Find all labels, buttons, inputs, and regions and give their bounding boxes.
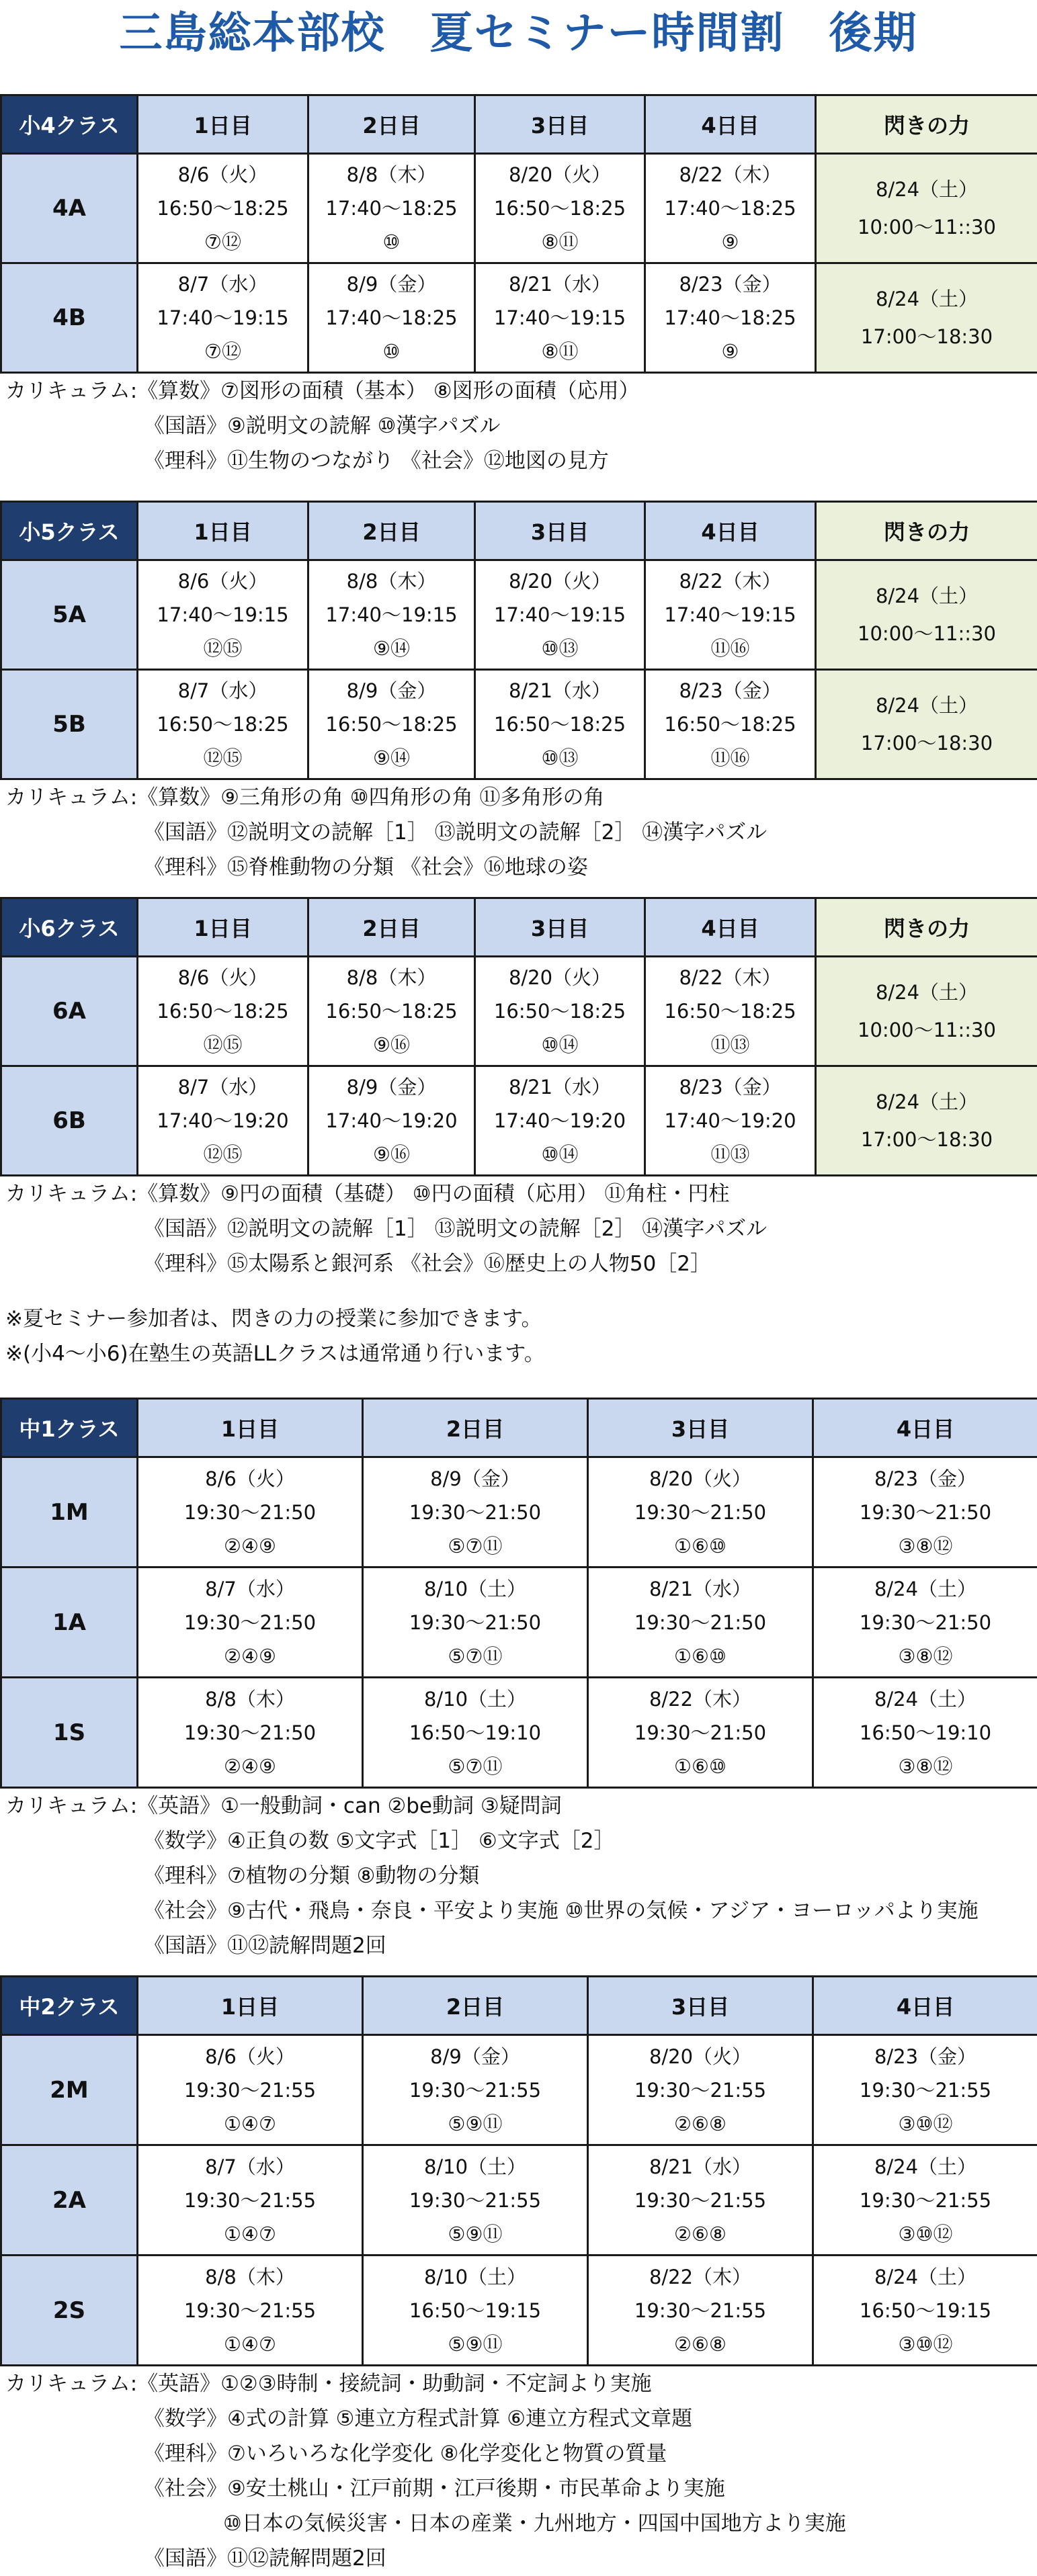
class-group-header: 中1クラス [1,1399,138,1457]
day-header: 2日目 [308,898,475,957]
class-name: 5B [1,670,138,779]
table-row [1,1457,1037,1568]
day-header: 1日目 [138,502,308,560]
schedule-cell: 8/21（水） 16:50～18:25 ⑩⑬ [475,670,645,779]
class-name: 1S [1,1678,138,1788]
schedule-cell: 8/24（土） 16:50～19:15 ③⑩⑫ [813,2256,1037,2366]
schedule-cell: 8/6（火） 16:50～18:25 ⑦⑫ [138,154,308,263]
day-header: 4日目 [813,1399,1037,1457]
schedule-cell: 8/22（木） 19:30～21:50 ①⑥⑩ [588,1678,813,1788]
schedule-cell: 8/9（金） 16:50～18:25 ⑨⑭ [308,670,475,779]
chu1-table [0,1398,1037,1789]
class-name: 4A [1,154,138,263]
chu2-section [0,1975,1037,2576]
schedule-cell: 8/8（木） 17:40～18:25 ⑩ [308,154,475,263]
day-header: 3日目 [588,1399,813,1457]
day-header: 1日目 [138,95,308,154]
class-name: 2S [1,2256,138,2366]
class-name: 5A [1,560,138,670]
schedule-cell: 8/20（火） 19:30～21:55 ②⑥⑧ [588,2035,813,2145]
schedule-cell: 8/22（木） 19:30～21:55 ②⑥⑧ [588,2256,813,2366]
schedule-cell: 8/23（金） 19:30～21:50 ③⑧⑫ [813,1457,1037,1568]
schedule-cell: 8/9（金） 17:40～19:20 ⑨⑯ [308,1066,475,1176]
day-header: 1日目 [138,1399,363,1457]
schedule-cell: 8/6（火） 19:30～21:50 ②④⑨ [138,1457,363,1568]
day-header: 4日目 [645,95,816,154]
curriculum-notes: カリキュラム:《算数》⑦図形の面積（基本） ⑧図形の面積（応用） 《国語》⑨説明文の読解 ⑩漢字パズル 《理科》⑪生物のつながり 《社会》⑫地図の見方 [0,374,1037,478]
hirameki-cell: 8/24（土） 17:00～18:30 [816,1066,1037,1176]
curriculum-notes: カリキュラム:《算数》⑨円の面積（基礎） ⑩円の面積（応用） ⑪角柱・円柱 《国語》⑫説明文の読解［1］ ⑬説明文の読解［2］ ⑭漢字パズル 《理科》⑮太陽系と銀河系 《社会》⑯歴史上の人物50［2］ [0,1176,1037,1281]
class-group-header: 小6クラス [1,898,138,957]
schedule-cell: 8/21（水） 17:40～19:15 ⑧⑪ [475,263,645,373]
table-row [1,670,1037,779]
day-header: 2日目 [363,1977,588,2035]
schedule-cell: 8/21（水） 17:40～19:20 ⑩⑭ [475,1066,645,1176]
schedule-cell: 8/7（水） 19:30～21:50 ②④⑨ [138,1568,363,1678]
hirameki-cell: 8/24（土） 10:00～11::30 [816,957,1037,1066]
schedule-cell: 8/23（金） 16:50～18:25 ⑪⑯ [645,670,816,779]
schedule-cell: 8/10（土） 19:30～21:55 ⑤⑨⑪ [363,2145,588,2256]
day-header: 3日目 [475,502,645,560]
schedule-cell: 8/7（水） 17:40～19:20 ⑫⑮ [138,1066,308,1176]
curriculum-notes: カリキュラム:《英語》①一般動詞・can ②be動詞 ③疑問詞 《数学》④正負の数 ⑤文字式［1］ ⑥文字式［2］ 《理科》⑦植物の分類 ⑧動物の分類 《社会》⑨古代・飛鳥・奈良・平安より実施 ⑩世界の気候・アジア・ヨーロッパより実施 《国語》⑪⑫読解問題2回 [0,1789,1037,1963]
hirameki-header: 閃きの力 [816,502,1037,560]
schedule-cell: 8/22（木） 17:40～18:25 ⑨ [645,154,816,263]
schedule-cell: 8/20（火） 16:50～18:25 ⑩⑭ [475,957,645,1066]
hirameki-cell: 8/24（土） 10:00～11::30 [816,560,1037,670]
schedule-cell: 8/23（金） 19:30～21:55 ③⑩⑫ [813,2035,1037,2145]
table-row [1,1568,1037,1678]
class-group-header: 小5クラス [1,502,138,560]
schedule-cell: 8/22（木） 17:40～19:15 ⑪⑯ [645,560,816,670]
schedule-cell: 8/7（水） 17:40～19:15 ⑦⑫ [138,263,308,373]
schedule-cell: 8/20（火） 19:30～21:50 ①⑥⑩ [588,1457,813,1568]
class-name: 6A [1,957,138,1066]
curriculum-notes: カリキュラム:《算数》⑨三角形の角 ⑩四角形の角 ⑪多角形の角 《国語》⑫説明文の読解［1］ ⑬説明文の読解［2］ ⑭漢字パズル 《理科》⑮脊椎動物の分類 《社会》⑯地球の姿 [0,780,1037,885]
table-row [1,154,1037,263]
chu2-table [0,1975,1037,2366]
class-name: 1A [1,1568,138,1678]
schedule-cell: 8/24（土） 19:30～21:55 ③⑩⑫ [813,2145,1037,2256]
day-header: 3日目 [475,95,645,154]
sho5-table [0,501,1037,780]
sho6-section [0,897,1037,1371]
sho5-section [0,501,1037,885]
class-name: 6B [1,1066,138,1176]
hirameki-cell: 8/24（土） 17:00～18:30 [816,263,1037,373]
remark-line: ※夏セミナー参加者は、閃きの力の授業に参加できます。 [5,1301,1037,1336]
schedule-cell: 8/24（土） 16:50～19:10 ③⑧⑫ [813,1678,1037,1788]
day-header: 2日目 [363,1399,588,1457]
schedule-cell: 8/8（木） 19:30～21:50 ②④⑨ [138,1678,363,1788]
table-row [1,1678,1037,1788]
chu1-section [0,1398,1037,1963]
schedule-cell: 8/6（火） 19:30～21:55 ①④⑦ [138,2035,363,2145]
day-header: 2日目 [308,502,475,560]
class-group-header: 小4クラス [1,95,138,154]
schedule-cell: 8/10（土） 16:50～19:15 ⑤⑨⑪ [363,2256,588,2366]
schedule-cell: 8/10（土） 19:30～21:50 ⑤⑦⑪ [363,1568,588,1678]
schedule-cell: 8/8（木） 17:40～19:15 ⑨⑭ [308,560,475,670]
table-row [1,263,1037,373]
schedule-cell: 8/20（火） 16:50～18:25 ⑧⑪ [475,154,645,263]
hirameki-cell: 8/24（土） 10:00～11::30 [816,154,1037,263]
schedule-cell: 8/24（土） 19:30～21:50 ③⑧⑫ [813,1568,1037,1678]
table-row [1,560,1037,670]
hirameki-header: 閃きの力 [816,898,1037,957]
schedule-cell: 8/6（火） 17:40～19:15 ⑫⑮ [138,560,308,670]
sho4-table [0,94,1037,374]
day-header: 1日目 [138,1977,363,2035]
class-name: 2A [1,2145,138,2256]
schedule-cell: 8/23（金） 17:40～18:25 ⑨ [645,263,816,373]
day-header: 3日目 [588,1977,813,2035]
schedule-cell: 8/8（木） 16:50～18:25 ⑨⑯ [308,957,475,1066]
schedule-cell: 8/7（水） 16:50～18:25 ⑫⑮ [138,670,308,779]
remark-line: ※(小4～小6)在塾生の英語LLクラスは通常通り行います。 [5,1336,1037,1371]
sho4-section [0,94,1037,478]
schedule-cell: 8/22（木） 16:50～18:25 ⑪⑬ [645,957,816,1066]
day-header: 2日目 [308,95,475,154]
table-row [1,2035,1037,2145]
schedule-cell: 8/20（火） 17:40～19:15 ⑩⑬ [475,560,645,670]
schedule-cell: 8/9（金） 19:30～21:50 ⑤⑦⑪ [363,1457,588,1568]
class-name: 2M [1,2035,138,2145]
schedule-cell: 8/8（木） 19:30～21:55 ①④⑦ [138,2256,363,2366]
table-row [1,2256,1037,2366]
page-title: 三島総本部校 夏セミナー時間割 後期 [0,0,1037,67]
schedule-cell: 8/9（金） 19:30～21:55 ⑤⑨⑪ [363,2035,588,2145]
schedule-cell: 8/9（金） 17:40～18:25 ⑩ [308,263,475,373]
sho6-table [0,897,1037,1176]
schedule-cell: 8/21（水） 19:30～21:55 ②⑥⑧ [588,2145,813,2256]
class-name: 4B [1,263,138,373]
table-row [1,957,1037,1066]
class-group-header: 中2クラス [1,1977,138,2035]
table-row [1,1066,1037,1176]
day-header: 4日目 [813,1977,1037,2035]
hirameki-cell: 8/24（土） 17:00～18:30 [816,670,1037,779]
table-row [1,2145,1037,2256]
hirameki-header: 閃きの力 [816,95,1037,154]
day-header: 3日目 [475,898,645,957]
schedule-cell: 8/7（水） 19:30～21:55 ①④⑦ [138,2145,363,2256]
schedule-cell: 8/23（金） 17:40～19:20 ⑪⑬ [645,1066,816,1176]
day-header: 1日目 [138,898,308,957]
day-header: 4日目 [645,502,816,560]
class-name: 1M [1,1457,138,1568]
schedule-cell: 8/6（火） 16:50～18:25 ⑫⑮ [138,957,308,1066]
curriculum-notes: カリキュラム:《英語》①②③時制・接続詞・助動詞・不定詞より実施 《数学》④式の計算 ⑤連立方程式計算 ⑥連立方程式文章題 《理科》⑦いろいろな化学変化 ⑧化学変化と物質の質量 《社会》⑨安土桃山・江戸前期・江戸後期・市民革命より実施 ⑩日本の気候災害・日本の産業・九州地方・四国中国地方より実施 《国語》⑪⑫読解問題2回 [0,2366,1037,2576]
day-header: 4日目 [645,898,816,957]
schedule-cell: 8/21（水） 19:30～21:50 ①⑥⑩ [588,1568,813,1678]
schedule-cell: 8/10（土） 16:50～19:10 ⑤⑦⑪ [363,1678,588,1788]
remarks [0,1301,1037,1371]
